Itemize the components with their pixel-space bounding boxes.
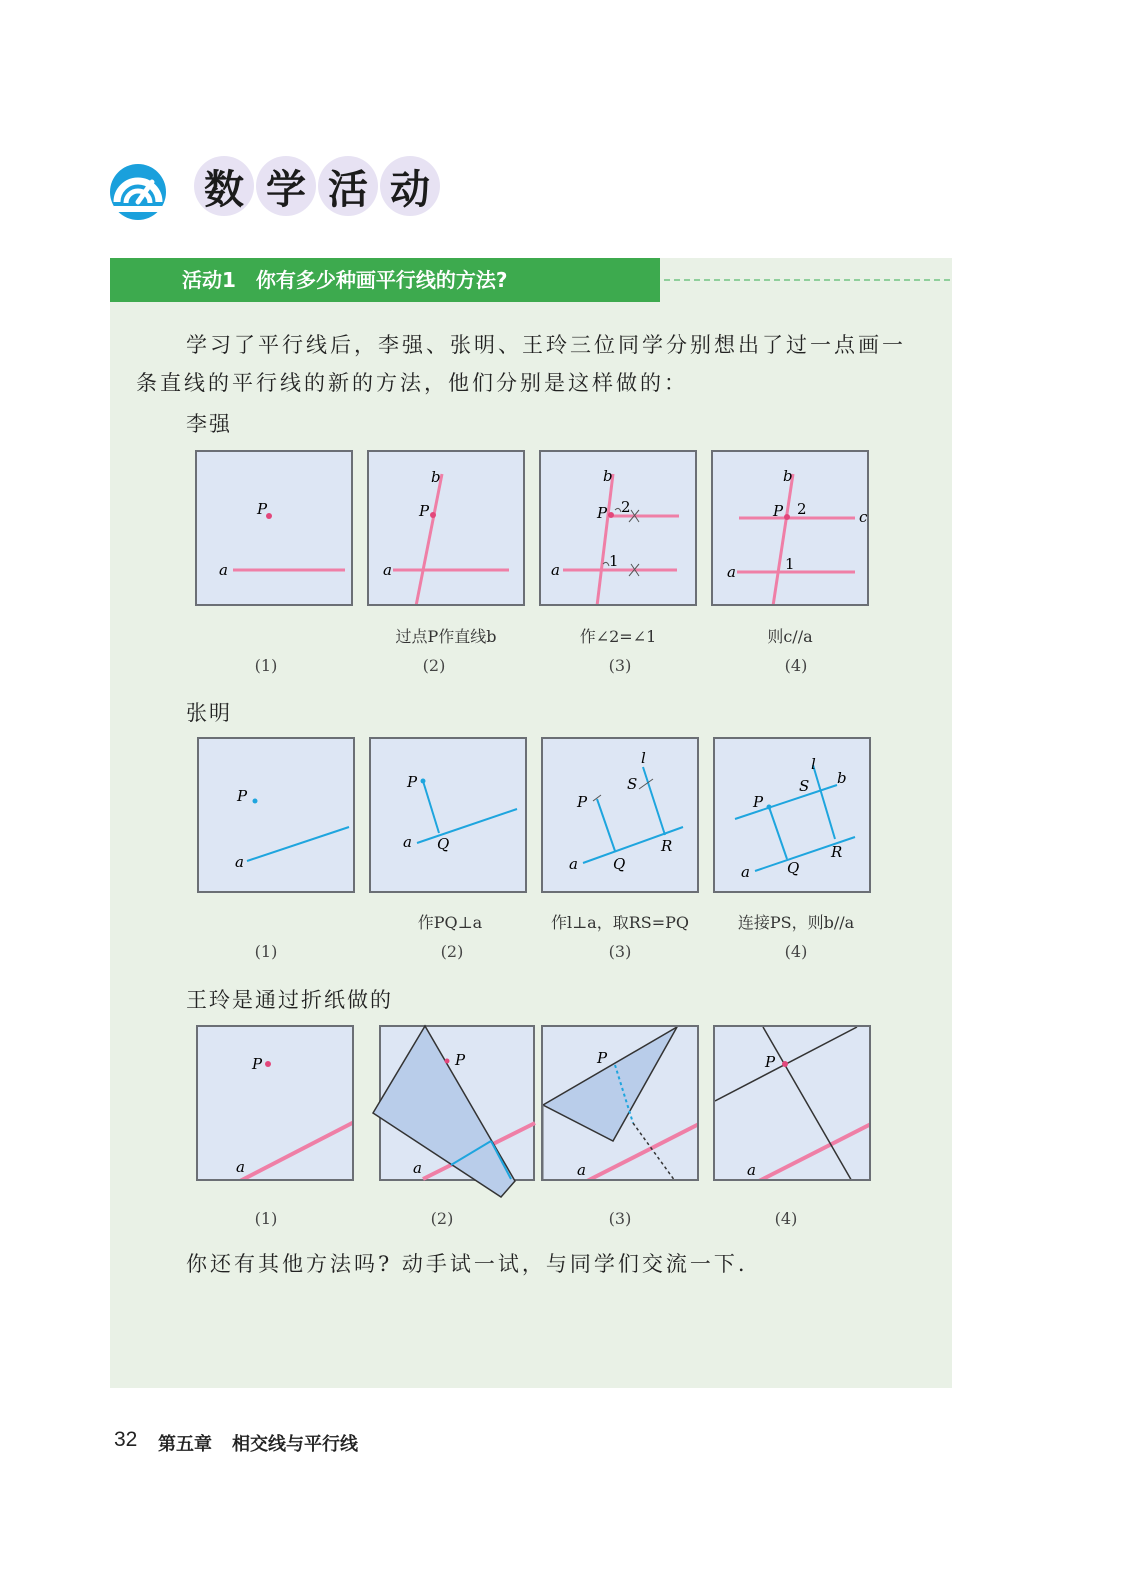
svg-text:P: P <box>257 500 268 518</box>
svg-text:S: S <box>627 775 638 793</box>
zhangming-figure-4 <box>713 737 871 893</box>
svg-text:a: a <box>551 561 560 579</box>
svg-text:P: P <box>407 773 418 791</box>
svg-text:P: P <box>597 504 608 522</box>
svg-text:P: P <box>237 787 248 805</box>
zhangming-figure-1 <box>197 737 355 893</box>
zhangming-figure-2 <box>369 737 527 893</box>
person-zhang-ming: 张明 <box>186 701 232 725</box>
svg-text:c: c <box>859 508 868 526</box>
svg-text:a: a <box>747 1161 756 1179</box>
liqiang-figure-2 <box>367 450 525 606</box>
zhangming-caption-4: 连接PS，则b//a <box>737 913 855 932</box>
liqiang-caption-4: 则c//a <box>767 627 813 646</box>
fig-number: (3) <box>608 1209 632 1228</box>
svg-text:a: a <box>741 863 750 881</box>
svg-text:P: P <box>252 1055 263 1073</box>
svg-text:a: a <box>236 1158 245 1176</box>
fig-number: (1) <box>254 656 278 675</box>
person-wang-ling: 王玲是通过折纸做的 <box>186 988 393 1012</box>
activity-title: 活动1 你有多少种画平行线的方法? <box>110 258 660 302</box>
svg-text:a: a <box>403 833 412 851</box>
wangling-figure-2 <box>379 1025 537 1181</box>
fig-number: (4) <box>784 656 808 675</box>
fig-number: (1) <box>254 1209 278 1228</box>
svg-text:P: P <box>419 502 430 520</box>
zhangming-caption-2: 作PQ⊥a <box>417 913 483 932</box>
svg-text:P: P <box>597 1049 608 1067</box>
svg-text:b: b <box>783 467 793 485</box>
liqiang-figure-1 <box>195 450 353 606</box>
svg-text:a: a <box>235 853 244 871</box>
intro-line-2: 条直线的平行线的新的方法，他们分别是这样做的： <box>136 371 688 395</box>
fig-number: (2) <box>440 942 464 961</box>
svg-text:R: R <box>661 837 673 855</box>
svg-text:P: P <box>455 1051 466 1069</box>
svg-text:Q: Q <box>787 859 800 877</box>
svg-text:b: b <box>431 468 441 486</box>
fig-number: (3) <box>608 656 632 675</box>
wangling-figure-1 <box>196 1025 354 1181</box>
svg-text:a: a <box>727 563 736 581</box>
chapter-title: 相交线与平行线 <box>232 1434 358 1455</box>
svg-text:R: R <box>831 843 843 861</box>
liqiang-caption-3: 作∠2=∠1 <box>579 627 657 646</box>
title-char-3: 活 <box>318 156 378 216</box>
svg-text:Q: Q <box>613 855 626 873</box>
closing-question: 你还有其他方法吗? 动手试一试，与同学们交流一下. <box>186 1252 748 1276</box>
svg-text:1: 1 <box>609 552 619 570</box>
intro-line-1: 学习了平行线后，李强、张明、王玲三位同学分别想出了过一点画一 <box>186 333 906 357</box>
page-number: 32 <box>114 1428 138 1451</box>
svg-text:2: 2 <box>621 498 631 516</box>
zhangming-figure-3 <box>541 737 699 893</box>
gauge-icon <box>108 162 168 222</box>
person-li-qiang: 李强 <box>186 412 232 436</box>
svg-text:P: P <box>773 502 784 520</box>
svg-text:l: l <box>811 755 816 773</box>
svg-text:a: a <box>383 561 392 579</box>
svg-text:Q: Q <box>437 835 450 853</box>
svg-text:2: 2 <box>797 500 807 518</box>
svg-text:P: P <box>577 793 588 811</box>
title-char-4: 动 <box>380 156 440 216</box>
svg-text:l: l <box>641 749 646 767</box>
svg-text:a: a <box>413 1159 422 1177</box>
wangling-figure-4 <box>713 1025 871 1181</box>
title-char-2: 学 <box>256 156 316 216</box>
svg-text:P: P <box>753 793 764 811</box>
zhangming-caption-3: 作l⊥a，取RS=PQ <box>550 913 689 932</box>
svg-text:a: a <box>569 855 578 873</box>
fig-number: (4) <box>784 942 808 961</box>
dashed-divider <box>664 279 950 281</box>
svg-text:b: b <box>603 467 613 485</box>
svg-text:1: 1 <box>785 555 795 573</box>
wangling-figure-3 <box>541 1025 699 1181</box>
svg-text:b: b <box>837 769 847 787</box>
svg-text:a: a <box>577 1161 586 1179</box>
fig-number: (1) <box>254 942 278 961</box>
fig-number: (2) <box>430 1209 454 1228</box>
fig-number: (2) <box>422 656 446 675</box>
fig-number: (3) <box>608 942 632 961</box>
svg-text:a: a <box>219 561 228 579</box>
chapter-label: 第五章 <box>158 1434 212 1455</box>
svg-text:P: P <box>765 1053 776 1071</box>
liqiang-figure-3 <box>539 450 697 606</box>
liqiang-caption-2: 过点P作直线b <box>395 627 497 646</box>
liqiang-figure-4 <box>711 450 869 606</box>
svg-text:S: S <box>799 777 810 795</box>
fig-number: (4) <box>774 1209 798 1228</box>
title-char-1: 数 <box>194 156 254 216</box>
